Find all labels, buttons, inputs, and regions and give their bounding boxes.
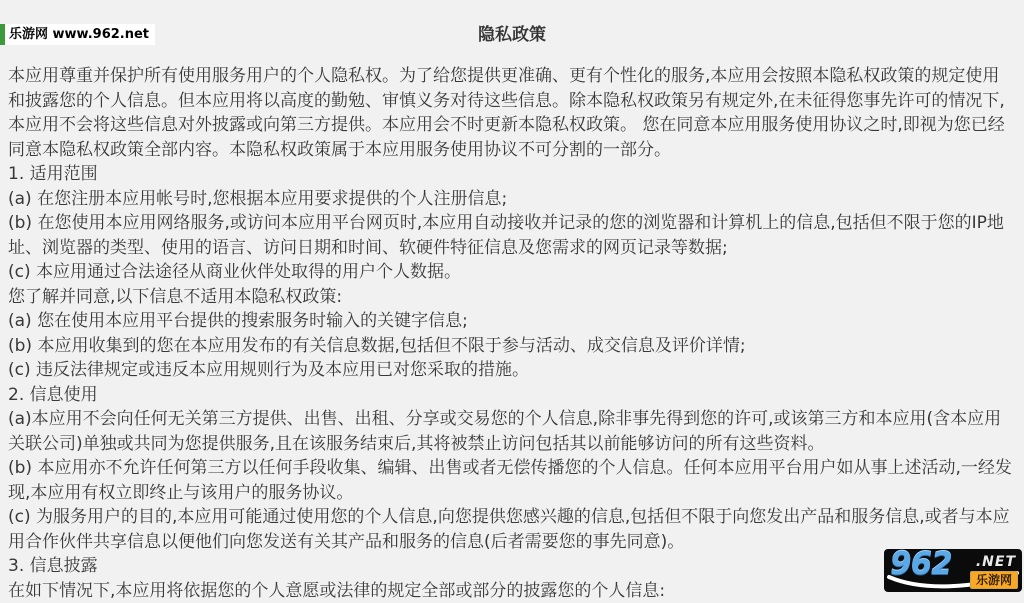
policy-paragraph: 3. 信息披露 — [8, 554, 1016, 579]
policy-paragraph: (c) 本应用通过合法途径从商业伙伴处取得的用户个人数据。 — [8, 260, 1016, 285]
policy-paragraph: (b) 在您使用本应用网络服务,或访问本应用平台网页时,本应用自动接收并记录的您的浏览器和计算机上的信息,包括但不限于您的IP地址、浏览器的类型、使用的语言、访问日期和时间、软硬件特征信息及您需求的网页记录等数据; — [8, 211, 1016, 260]
policy-content — [0, 64, 1024, 603]
policy-paragraph: (b) 本应用收集到的您在本应用发布的有关信息数据,包括但不限于参与活动、成交信息及评价详情; — [8, 334, 1016, 359]
policy-paragraph: (c) 违反法律规定或违反本应用规则行为及本应用已对您采取的措施。 — [8, 358, 1016, 383]
logo-962-text: 962 — [890, 549, 952, 582]
site-tag — [0, 24, 155, 45]
policy-paragraph: (b) 本应用亦不允许任何第三方以任何手段收集、编辑、出售或者无偿传播您的个人信息。任何本应用平台用户如从事上述活动,一经发现,本应用有权立即终止与该用户的服务协议。 — [8, 456, 1016, 505]
policy-paragraph: (c) 为服务用户的目的,本应用可能通过使用您的个人信息,向您提供您感兴趣的信息,包括但不限于向您发出产品和服务信息,或者与本应用合作伙伴共享信息以便他们向您发送有关其产品和服务的信息(后者需要您的事先同意)。 — [8, 505, 1016, 554]
logo-net-text: .NET — [976, 554, 1016, 570]
policy-paragraph: 在如下情况下,本应用将依据您的个人意愿或法律的规定全部或部分的披露您的个人信息: — [8, 579, 1016, 603]
policy-paragraph: (a)本应用不会向任何无关第三方提供、出售、出租、分享或交易您的个人信息,除非事先得到您的许可,或该第三方和本应用(含本应用关联公司)单独或共同为您提供服务,且在该服务结束后,其将被禁止访问包括其以前能够访问的所有这些资料。 — [8, 407, 1016, 456]
policy-paragraph: (a) 您在使用本应用平台提供的搜索服务时输入的关键字信息; — [8, 309, 1016, 334]
policy-paragraph: 您了解并同意,以下信息不适用本隐私权政策: — [8, 285, 1016, 310]
policy-paragraph: (a) 在您注册本应用帐号时,您根据本应用要求提供的个人注册信息; — [8, 187, 1016, 212]
site-tag-label: 乐游网 www.962.net — [5, 24, 155, 45]
policy-paragraph: 本应用尊重并保护所有使用服务用户的个人隐私权。为了给您提供更准确、更有个性化的服务,本应用会按照本隐私权政策的规定使用和披露您的个人信息。但本应用将以高度的勤勉、审慎义务对待这些信息。除本隐私权政策另有规定外,在未征得您事先许可的情况下,本应用不会将这些信息对外披露或向第三方提供。本应用会不时更新本隐私权政策。 您在同意本应用服务使用协议之时,即视为您已经同意本隐私权政策全部内容。本隐私权政策属于本应用服务使用协议不可分割的一部分。 — [8, 64, 1016, 162]
policy-paragraph: 2. 信息使用 — [8, 383, 1016, 408]
page-title: 隐私政策 — [0, 23, 1024, 47]
policy-paragraph: 1. 适用范围 — [8, 162, 1016, 187]
watermark-logo — [884, 549, 1022, 592]
logo-badge: 乐游网 — [970, 571, 1018, 589]
